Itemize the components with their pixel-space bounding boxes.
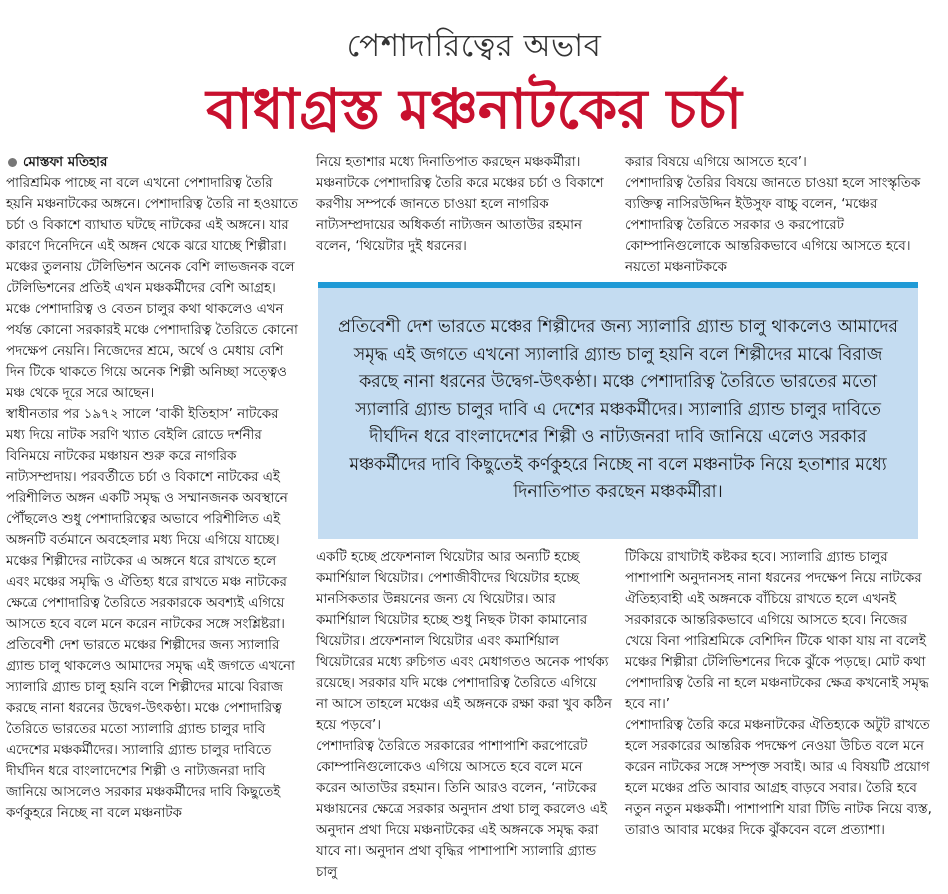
paragraph: নিয়ে হতাশার মধ্যে দিনাতিপাত করছেন মঞ্চকর্মীরা। bbox=[316, 155, 581, 170]
byline bbox=[6, 152, 298, 173]
paragraph: একটি হচ্ছে প্রফেশনাল থিয়েটার আর অন্যটি হচ্ছে কমার্শিয়াল থিয়েটার। পেশাজীবীদের থিয়েটার হচ্ছে মানসিকতার উন্নয়নের জন্য যে থিয়েটার। আর কমার্শিয়াল থিয়েটার হচ্ছে শুধু নিছক টাকা কামানোর থিয়েটার। প্রফেশনাল থিয়েটার এবং কমার্শিয়াল থিয়েটারের মধ্যে রুচিগত এবং মেধাগতও অনেক পার্থক্য রয়েছে। সরকার যদি মঞ্চে পেশাদারিত্ব তৈরিতে এগিয়ে না আসে তাহলে মঞ্চের এই অঙ্গনকে রক্ষা করা খুব কঠিন হয়ে পড়বে’। bbox=[316, 550, 612, 733]
paragraph: টিকিয়ে রাখাটাই কষ্টকর হবে। স্যালারি গ্র্যান্ড চালুর পাশাপাশি অনুদানসহ নানা ধরনের পদক্ষেপ নিয়ে নাটকের ঐতিহ্যবাহী এই অঙ্গনকে বাঁচিয়ে রাখতে হলে এখনই সরকারকে আন্তরিকভাবে এগিয়ে আসতে হবে। নিজের খেয়ে বিনা পারিশ্রমিকে বেশিদিন টিকে থাকা যায় না বলেই মঞ্চের শিল্পীরা টেলিভিশনের দিকে ঝুঁকে পড়ছে। মোট কথা পেশাদারিত্ব তৈরি না হলে মঞ্চনাটকের ক্ষেত্র কখনোই সমৃদ্ধ হবে না।’ bbox=[625, 550, 929, 712]
pull-quote-box bbox=[318, 282, 918, 539]
column-3-top bbox=[625, 152, 935, 278]
paragraph: পেশাদারিত্ব তৈরিতে সরকারের পাশাপাশি করপোরেট কোম্পানিগুলোকেও এগিয়ে আসতে হবে বলে মনে করেন আতাউর রহমান। তিনি আরও বলেন, ‘নাটকের মঞ্চায়নের ক্ষেত্রে সরকার অনুদান প্রথা চালু করলেও এই অনুদান প্রথা দিয়ে মঞ্চনাটকের এই অঙ্গনকে সমৃদ্ধ করা যাবে না। অনুদান প্রথা বৃদ্ধির পাশাপাশি স্যালারি গ্র্যান্ড চালু bbox=[316, 739, 608, 880]
paragraph: পারিশ্রমিক পাচ্ছে না বলে এখনো পেশাদারিত্ব তৈরি হয়নি মঞ্চনাটকের অঙ্গনে। পেশাদারিত্ব তৈরি না হওয়াতে চর্চা ও বিকাশে ব্যাঘাত ঘটছে নাটকের এই অঙ্গনে। যার কারণে দিনেদিনে এই অঙ্গন থেকে ঝরে যাচ্ছে শিল্পীরা। মঞ্চের তুলনায় টেলিভিশন অনেক বেশি লাভজনক বলে টেলিভিশনের প্রতিই এখন মঞ্চকর্মীদের বেশি আগ্রহ। মঞ্চে পেশাদারিত্ব ও বেতন চালুর কথা থাকলেও এখন পর্যন্ত কোনো সরকারই মঞ্চে পেশাদারিত্ব তৈরিতে কোনো পদক্ষেপ নেয়নি। নিজেদের শ্রমে, অর্থে ও মেধায় বেশি দিন টিকে থাকতে গিয়ে অনেক শিল্পী অনিচ্ছা সত্ত্বেও মঞ্চ থেকে দূরে সরে আছেন। bbox=[6, 176, 298, 401]
column-2-bottom bbox=[316, 547, 612, 883]
column-1 bbox=[6, 152, 298, 824]
paragraph: পেশাদারিত্ব তৈরি করে মঞ্চনাটকের ঐতিহ্যকে অটুট রাখতে হলে সরকারের আন্তরিক পদক্ষেপ নেওয়া উচিত বলে মনে করেন নাটকের সঙ্গে সম্পৃক্ত সবাই। আর এ বিষয়টি প্রয়োগ হলে মঞ্চের প্রতি আবার আগ্রহ বাড়বে সবার। তৈরি হবে নতুন নতুন মঞ্চকর্মী। পাশাপাশি যারা টিভি নাটক নিয়ে ব্যস্ত, তারাও আবার মঞ্চের দিকে ঝুঁকবেন বলে প্রত্যাশা। bbox=[625, 718, 932, 838]
byline-name: মোস্তফা মতিহার bbox=[23, 155, 108, 170]
headline: বাধাগ্রস্ত মঞ্চনাটকের চর্চা bbox=[206, 77, 742, 141]
kicker: পেশাদারিত্বের অভাব bbox=[346, 28, 602, 64]
column-3-bottom bbox=[625, 547, 935, 841]
paragraph: স্বাধীনতার পর ১৯৭২ সালে ‘বাকী ইতিহাস’ নাটকের মধ্য দিয়ে নাটক সরণি খ্যাত বেইলি রোডে দর্শনীর বিনিময়ে নাটকের মঞ্চায়ন শুরু করে নাগরিক নাট্যসম্প্রদায়। পরবর্তীতে চর্চা ও বিকাশে নাটকের এই পরিশীলিত অঙ্গন একটি সমৃদ্ধ ও সম্মানজনক অবস্থানে পৌঁছলেও শুধু পেশাদারিত্বের অভাবে পরিশীলিত এই অঙ্গনটি বর্তমানে অবহেলার মধ্য দিয়ে এগিয়ে যাচ্ছে। মঞ্চের শিল্পীদের নাটকের এ অঙ্গনে ধরে রাখতে হলে এবং মঞ্চের সমৃদ্ধি ও ঐতিহ্য ধরে রাখতে মঞ্চ নাটকের ক্ষেত্রে পেশাদারিত্ব তৈরিতে সরকারকে অবশ্যই এগিয়ে আসতে হবে বলে মনে করেন নাটকের সঙ্গে সংশ্লিষ্টরা। প্রতিবেশী দেশ ভারতে মঞ্চের শিল্পীদের জন্য স্যালারি গ্র্যান্ড চালু থাকলেও আমাদের সমৃদ্ধ এই জগতে এখনো স্যালারি গ্র্যান্ড চালু হয়নি বলে শিল্পীদের মাঝে বিরাজ করছে নানা ধরনের উদ্বেগ-উৎকণ্ঠা। মঞ্চে পেশাদারিত্ব তৈরিতে ভারতের মতো স্যালারি গ্র্যান্ড চালুর দাবি এদেশের মঞ্চকর্মীদের। স্যালারি গ্র্যান্ড চালুর দাবিতে দীর্ঘদিন ধরে বাংলাদেশের শিল্পী ও নাট্যজনরা দাবি জানিয়ে আসলেও সরকার মঞ্চকর্মীদের দাবি কিছুতেই কর্ণকুহরে নিচ্ছে না বলে মঞ্চনাটক bbox=[6, 407, 295, 821]
pull-quote-text: প্রতিবেশী দেশ ভারতে মঞ্চের শিল্পীদের জন্য স্যালারি গ্র্যান্ড চালু থাকলেও আমাদের সমৃদ্ধ এই জগতে এখনো স্যালারি গ্র্যান্ড চালু হয়নি বলে শিল্পীদের মাঝে বিরাজ করছে নানা ধরনের উদ্বেগ-উৎকণ্ঠা। মঞ্চে পেশাদারিত্ব তৈরিতে ভারতের মতো স্যালারি গ্র্যান্ড চালুর দাবি এ দেশের মঞ্চকর্মীদের। স্যালারি গ্র্যান্ড চালুর দাবিতে দীর্ঘদিন ধরে বাংলাদেশের শিল্পী ও নাট্যজনরা দাবি জানিয়ে এলেও সরকার মঞ্চকর্মীদের দাবি কিছুতেই কর্ণকুহরে নিচ্ছে না বলে মঞ্চনাটক নিয়ে হতাশার মধ্যে দিনাতিপাত করছেন মঞ্চকর্মীরা। bbox=[338, 317, 898, 502]
paragraph: পেশাদারিত্ব তৈরির বিষয়ে জানতে চাওয়া হলে সাংস্কৃতিক ব্যক্তিত্ব নাসিরউদ্দিন ইউসুফ বাচ্চু বলেন, ‘মঞ্চের পেশাদারিত্ব তৈরিতে সরকার ও করপোরেট কোম্পানিগুলোকে আন্তরিকভাবে এগিয়ে আসতে হবে। নয়তো মঞ্চনাটককে bbox=[625, 176, 921, 275]
bullet-icon bbox=[8, 158, 17, 167]
column-2-top bbox=[316, 152, 612, 257]
paragraph: করার বিষয়ে এগিয়ে আসতে হবে’। bbox=[625, 155, 807, 170]
paragraph: মঞ্চনাটকে পেশাদারিত্ব তৈরি করে মঞ্চের চর্চা ও বিকাশে করণীয় সম্পর্কে জানতে চাওয়া হলে নাগরিক নাট্যসম্প্রদায়ের অধিকর্তা নাট্যজন আতাউর রহমান বলেন, ‘থিয়েটার দুই ধরনের। bbox=[316, 176, 604, 254]
